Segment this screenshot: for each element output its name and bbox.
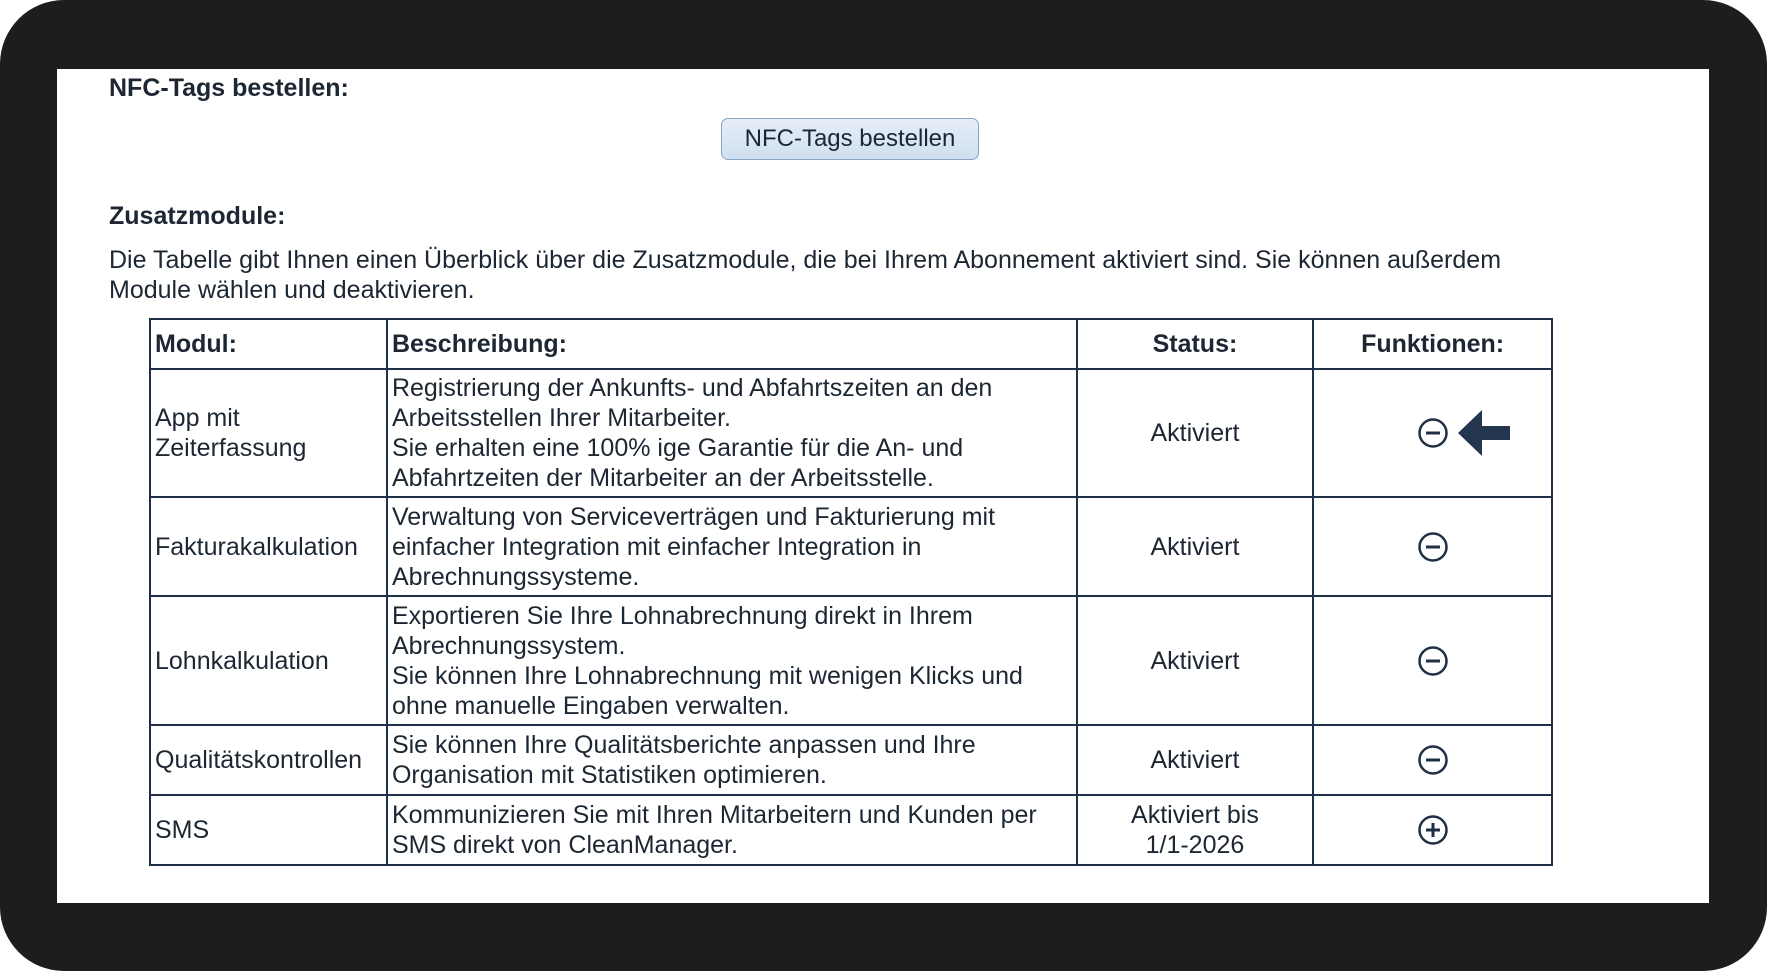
table-row <box>150 725 1552 795</box>
table-row <box>150 596 1552 725</box>
module-description: Exportieren Sie Ihre Lohnabrechnung direkt in Ihrem Abrechnungssystem. Sie können Ihre Lohnabrechnung mit wenigen Klicks und ohne manuelle Eingaben verwalten. <box>387 596 1077 725</box>
module-name: App mit Zeiterfassung <box>150 369 387 497</box>
column-header-module: Modul: <box>150 319 387 369</box>
module-status: Aktiviert <box>1077 725 1314 795</box>
minus-circle-icon[interactable] <box>1417 744 1449 776</box>
module-description: Kommunizieren Sie mit Ihren Mitarbeitern und Kunden per SMS direkt von CleanManager. <box>387 795 1077 865</box>
module-status: Aktiviert bis 1/1-2026 <box>1077 795 1314 865</box>
table-row <box>150 795 1552 865</box>
module-description: Registrierung der Ankunfts- und Abfahrtszeiten an den Arbeitsstellen Ihrer Mitarbeiter. Sie erhalten eine 100% ige Garantie für die An- und Abfahrtzeiten der Mitarbeiter an der Arbeitsstelle. <box>387 369 1077 497</box>
order-nfc-tags-button[interactable]: NFC-Tags bestellen <box>721 118 979 160</box>
column-header-status: Status: <box>1077 319 1314 369</box>
column-header-functions: Funktionen: <box>1313 319 1552 369</box>
module-status: Aktiviert <box>1077 596 1314 725</box>
arrow-left-icon <box>1456 408 1512 458</box>
module-name: Qualitätskontrollen <box>150 725 387 795</box>
table-row <box>150 497 1552 596</box>
module-functions-cell <box>1313 497 1552 596</box>
modules-section-heading: Zusatzmodule: <box>109 202 286 230</box>
module-status: Aktiviert <box>1077 497 1314 596</box>
plus-circle-icon[interactable] <box>1417 814 1449 846</box>
module-description: Verwaltung von Serviceverträgen und Fakturierung mit einfacher Integration mit einfacher Integration in Abrechnungssysteme. <box>387 497 1077 596</box>
module-functions-cell <box>1313 596 1552 725</box>
module-functions-cell <box>1313 725 1552 795</box>
modules-intro-text: Die Tabelle gibt Ihnen einen Überblick über die Zusatzmodule, die bei Ihrem Abonnement aktiviert sind. Sie können außerdem Module wählen und deaktivieren. <box>109 246 1502 304</box>
nfc-section-heading: NFC-Tags bestellen: <box>109 74 349 102</box>
module-description: Sie können Ihre Qualitätsberichte anpassen und Ihre Organisation mit Statistiken optimieren. <box>387 725 1077 795</box>
module-name: SMS <box>150 795 387 865</box>
screen <box>57 69 1709 903</box>
module-name: Lohnkalkulation <box>150 596 387 725</box>
module-status: Aktiviert <box>1077 369 1314 497</box>
modules-table <box>149 318 1553 866</box>
table-row <box>150 369 1552 497</box>
column-header-description: Beschreibung: <box>387 319 1077 369</box>
minus-circle-icon[interactable] <box>1417 645 1449 677</box>
minus-circle-icon[interactable] <box>1417 531 1449 563</box>
module-functions-cell <box>1313 795 1552 865</box>
module-name: Fakturakalkulation <box>150 497 387 596</box>
minus-circle-icon[interactable] <box>1417 417 1449 449</box>
table-header-row <box>150 319 1552 369</box>
module-functions-cell <box>1313 369 1552 497</box>
